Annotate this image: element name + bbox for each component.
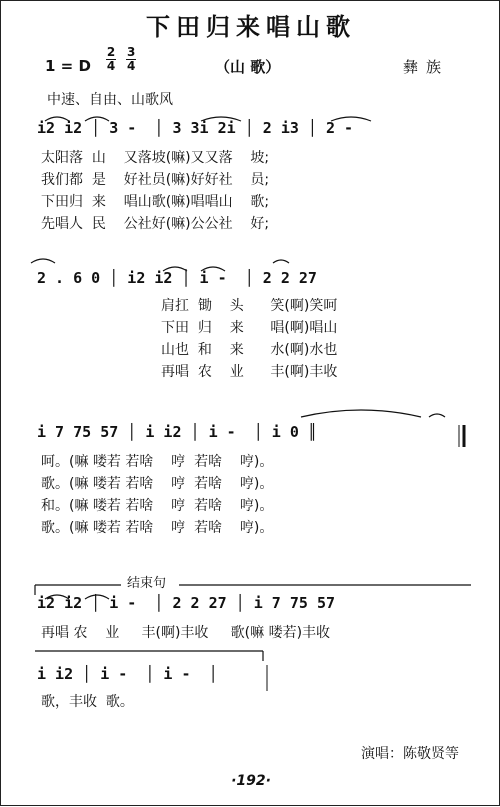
lyric-line: 再唱 农 业 丰(啊)丰收 歌(嘛 喽若)丰收: [41, 625, 331, 641]
tempo-marking: 中速、自由、山歌风: [47, 92, 173, 108]
notation-line: 2 . 6 0 │ i2 i2 │ i - │ 2 2 27: [37, 269, 317, 287]
time-signature-1: $\frac{2}{4}$: [106, 45, 116, 73]
notation-line: i2 i2 │ i - │ 2 2 27 │ i 7 75 57: [37, 594, 336, 612]
notation-line: i 7 75 57 │ i i2 │ i - │ i 0 ║: [37, 423, 317, 441]
time-signature-2: $\frac{3}{4}$: [127, 45, 136, 73]
ethnic-group-label: 彝族: [403, 58, 450, 76]
lyric-line: 我们都 是 好社员(嘛)好好社 员;: [41, 172, 270, 188]
lyric-line: 先唱人 民 公社好(嘛)公公社 好;: [41, 216, 270, 232]
lyric-line: 呵。(嘛 喽若 若啥 哼 若啥 哼)。: [41, 454, 274, 470]
lyric-line: 下田归 来 唱山歌(嘛)唱唱山 歌;: [41, 194, 270, 210]
lyric-line: 肩扛 锄 头 笑(啊)笑呵: [161, 298, 338, 314]
notation-line: i i2 │ i - │ i - │: [37, 665, 218, 683]
performer-credits: 演唱：陈敬贤等: [361, 746, 459, 762]
key-signature: 1 = D: [45, 57, 91, 75]
lyric-line: 歌。(嘛 喽若 若啥 哼 若啥 哼)。: [41, 476, 274, 492]
lyric-line: 歌。(嘛 喽若 若啥 哼 若啥 哼)。: [41, 520, 274, 536]
ending-section-label: 结束句: [125, 572, 168, 591]
lyric-line: 歌，丰收 歌。: [41, 694, 134, 710]
lyric-line: 太阳落 山 又落坡(嘛)又又落 坡;: [41, 150, 270, 166]
lyric-line: 下田 归 来 唱(啊)唱山: [161, 320, 338, 336]
lyric-line: 山也 和 来 水(啊)水也: [161, 342, 338, 358]
song-title: 下田归来唱山歌: [146, 12, 356, 41]
genre-label: （山 歌）: [215, 58, 281, 76]
notation-line: i2 i2 │ 3 - │ 3 3i 2i │ 2 i3 │ 2 -: [37, 119, 354, 137]
lyric-line: 再唱 农 业 丰(啊)丰收: [161, 364, 338, 380]
page-number: ·192·: [231, 773, 271, 789]
time-signatures: [106, 46, 142, 73]
lyric-line: 和。(嘛 喽若 若啥 哼 若啥 哼)。: [41, 498, 274, 514]
